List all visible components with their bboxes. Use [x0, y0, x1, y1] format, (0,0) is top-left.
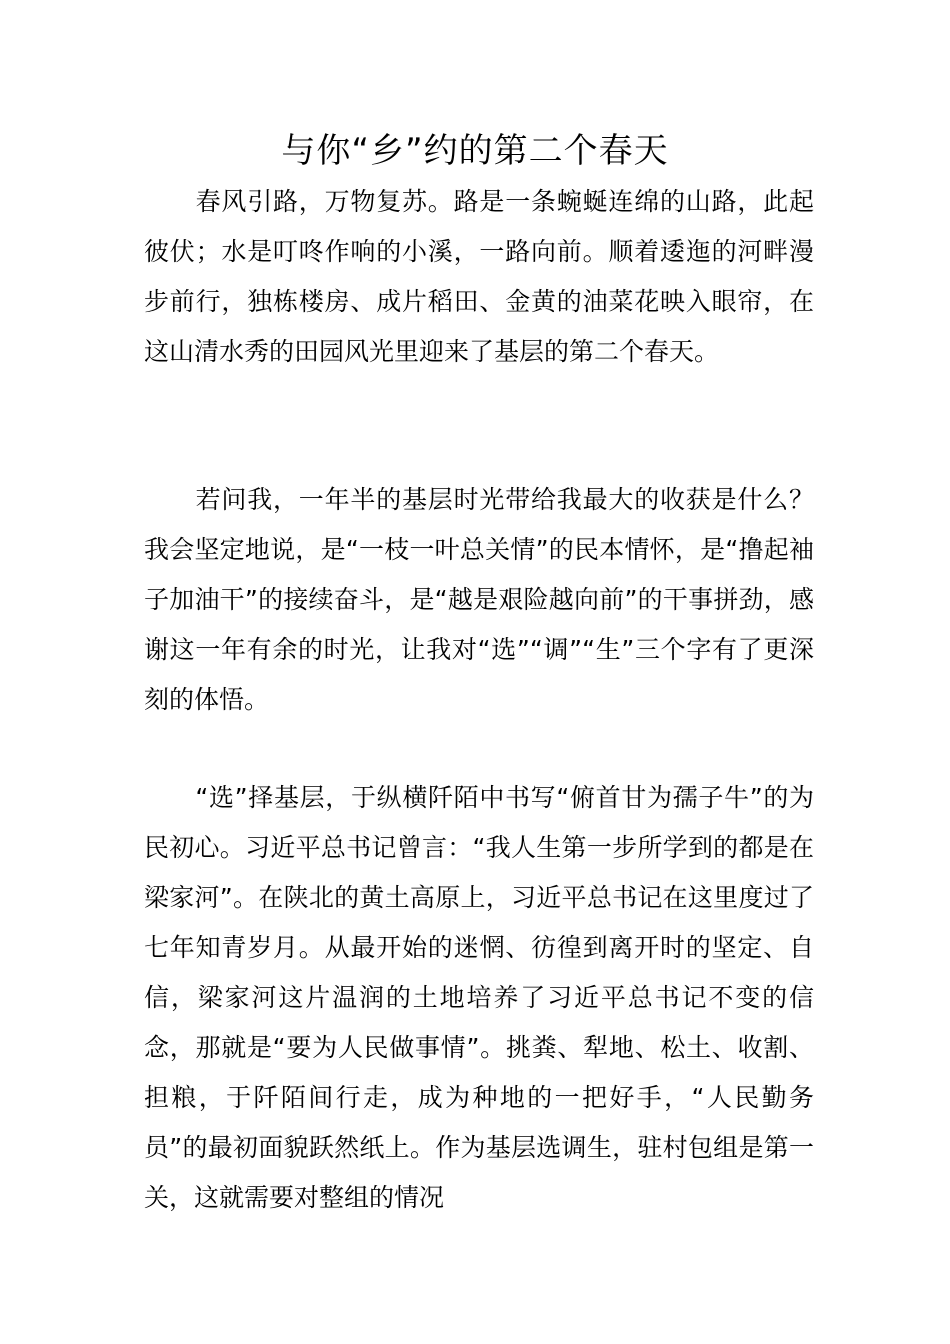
document-title: 与你“乡”约的第二个春天 — [281, 131, 669, 171]
paragraph-3: “选”择基层，于纵横阡陌中书写“俯首甘为孺子牛”的为民初心。习近平总书记曾言：“我人生第一步所学到的都是在梁家河”。在陕北的黄土高原上，习近平总书记在这里度过了七年知青岁月。从最开始的迷惘、彷徨到离开时的坚定、自信，梁家河这片温润的土地培养了习近平总书记不变的信念，那就是“要为人民做事情”。挑粪、犁地、松土、收割、担粮，于阡陌间行走，成为种地的一把好手，“人民勤务员”的最初面貌跃然纸上。作为基层选调生，驻村包组是第一关，这就需要对整组的情况 — [144, 783, 814, 1212]
paragraph-2: 若问我，一年半的基层时光带给我最大的收获是什么？我会坚定地说，是“一枝一叶总关情”的民本情怀，是“撸起袖子加油干”的接续奋斗，是“越是艰险越向前”的干事拼劲，感谢这一年有余的时光，让我对“选”“调”“生”三个字有了更深刻的体悟。 — [144, 485, 814, 714]
paragraph-1: 春风引路，万物复苏。路是一条蜿蜒连绵的山路，此起彼伏；水是叮咚作响的小溪，一路向前。顺着逶迤的河畔漫步前行，独栋楼房、成片稻田、金黄的油菜花映入眼帘，在这山清水秀的田园风光里迎来了基层的第二个春天。 — [144, 187, 814, 366]
